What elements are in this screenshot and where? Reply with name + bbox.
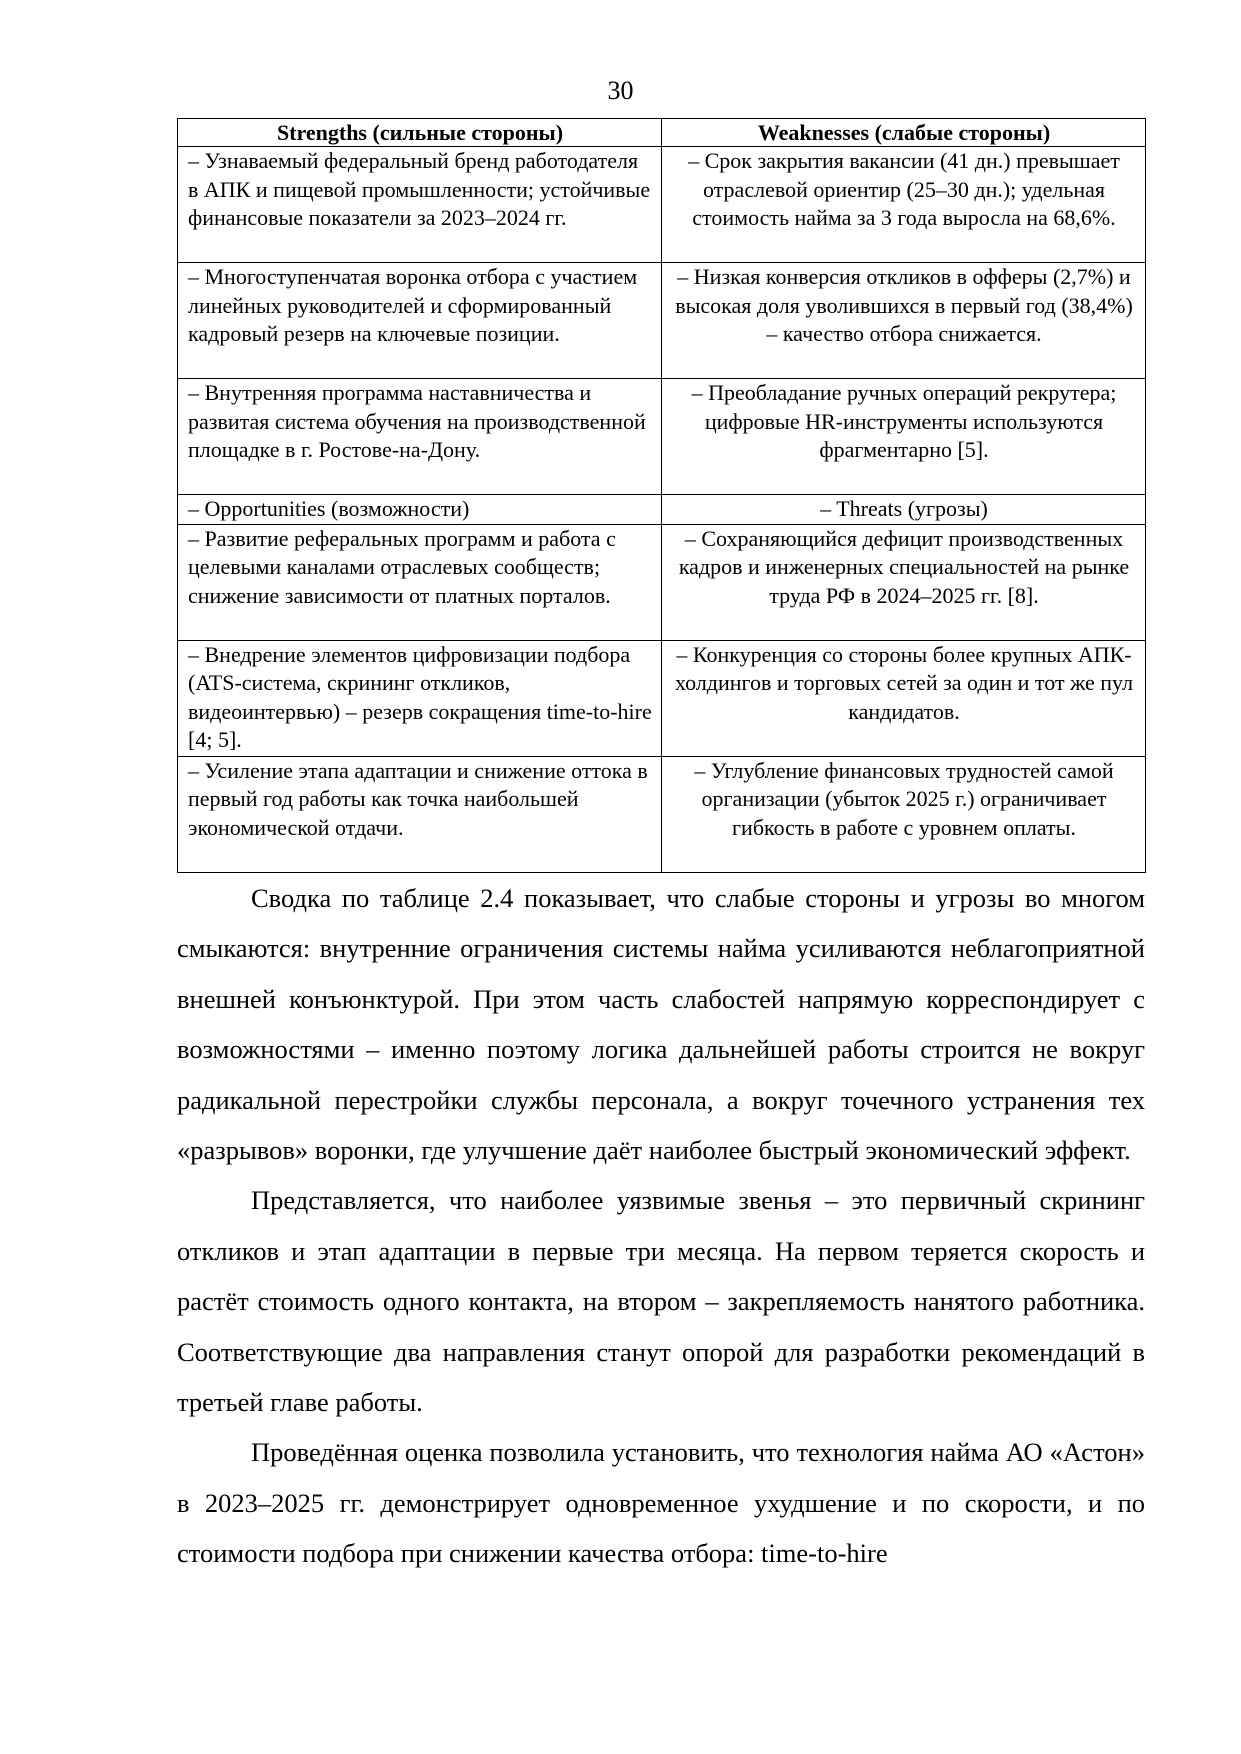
table-cell-left: – Многоступенчатая воронка отбора с участием линейных руководителей и сформированный кадровый резерв на ключевые позиции. bbox=[178, 263, 662, 379]
page-number: 30 bbox=[607, 76, 634, 105]
table-cell-right: – Срок закрытия вакансии (41 дн.) превышает отраслевой ориентир (25–30 дн.); удельная стоимость найма за 3 года выросла на 68,6%. bbox=[662, 147, 1146, 263]
paragraph: Сводка по таблице 2.4 показывает, что слабые стороны и угрозы во многом смыкаются: внутренние ограничения системы найма усиливаются неблагоприятной внешней конъюнктурой. При этом часть слабостей напрямую корреспондирует с возможностями – именно поэтому логика дальнейшей работы строится не вокруг радикальной перестройки службы персонала, а вокруг точечного устранения тех «разрывов» воронки, где улучшение даёт наиболее быстрый экономический эффект. bbox=[177, 883, 1145, 1166]
table-row bbox=[178, 756, 1146, 872]
table-row bbox=[178, 640, 1146, 756]
table-row bbox=[178, 524, 1146, 640]
table-cell-right: – Углубление финансовых трудностей самой организации (убыток 2025 г.) ограничивает гибкость в работе с уровнем оплаты. bbox=[662, 756, 1146, 872]
subheader-threats: – Threats (угрозы) bbox=[662, 495, 1146, 525]
table-cell-right: – Преобладание ручных операций рекрутера; цифровые HR-инструменты используются фрагментарно [5]. bbox=[662, 379, 1146, 495]
table-row bbox=[178, 263, 1146, 379]
header-strengths: Strengths (сильные стороны) bbox=[178, 119, 662, 147]
paragraph: Представляется, что наиболее уязвимые звенья – это первичный скрининг откликов и этап адаптации в первые три месяца. На первом теряется скорость и растёт стоимость одного контакта, на втором – закрепляемость нанятого работника. Соответствующие два направления станут опорой для разработки рекомендаций в третьей главе работы. bbox=[177, 1185, 1145, 1418]
table-cell-left: – Внедрение элементов цифровизации подбора (ATS-система, скрининг откликов, видеоинтервью) – резерв сокращения time-to-hire [4; 5]. bbox=[178, 640, 662, 756]
subheader-opportunities: – Opportunities (возможности) bbox=[178, 495, 662, 525]
table-cell-left: – Усиление этапа адаптации и снижение оттока в первый год работы как точка наибольшей экономической отдачи. bbox=[178, 756, 662, 872]
table-subheader-row bbox=[178, 495, 1146, 525]
table-cell-right: – Низкая конверсия откликов в офферы (2,7%) и высокая доля уволившихся в первый год (38,4%) – качество отбора снижается. bbox=[662, 263, 1146, 379]
table-row bbox=[178, 379, 1146, 495]
table-cell-right: – Конкуренция со стороны более крупных АПК-холдингов и торговых сетей за один и тот же пул кандидатов. bbox=[662, 640, 1146, 756]
table-cell-left: – Внутренняя программа наставничества и развитая система обучения на производственной площадке в г. Ростове-на-Дону. bbox=[178, 379, 662, 495]
body-text bbox=[177, 873, 1145, 1579]
paragraph: Проведённая оценка позволила установить, что технология найма АО «Астон» в 2023–2025 гг. демонстрирует одновременное ухудшение и по скорости, и по стоимости подбора при снижении качества отбора: time-to-hire bbox=[177, 1437, 1145, 1569]
table-cell-left: – Узнаваемый федеральный бренд работодателя в АПК и пищевой промышленности; устойчивые финансовые показатели за 2023–2024 гг. bbox=[178, 147, 662, 263]
table-row bbox=[178, 147, 1146, 263]
table-cell-left: – Развитие реферальных программ и работа с целевыми каналами отраслевых сообществ; снижение зависимости от платных порталов. bbox=[178, 524, 662, 640]
swot-table bbox=[177, 118, 1146, 873]
header-weaknesses: Weaknesses (слабые стороны) bbox=[662, 119, 1146, 147]
table-header-row bbox=[178, 119, 1146, 147]
table-cell-right: – Сохраняющийся дефицит производственных кадров и инженерных специальностей на рынке труда РФ в 2024–2025 гг. [8]. bbox=[662, 524, 1146, 640]
